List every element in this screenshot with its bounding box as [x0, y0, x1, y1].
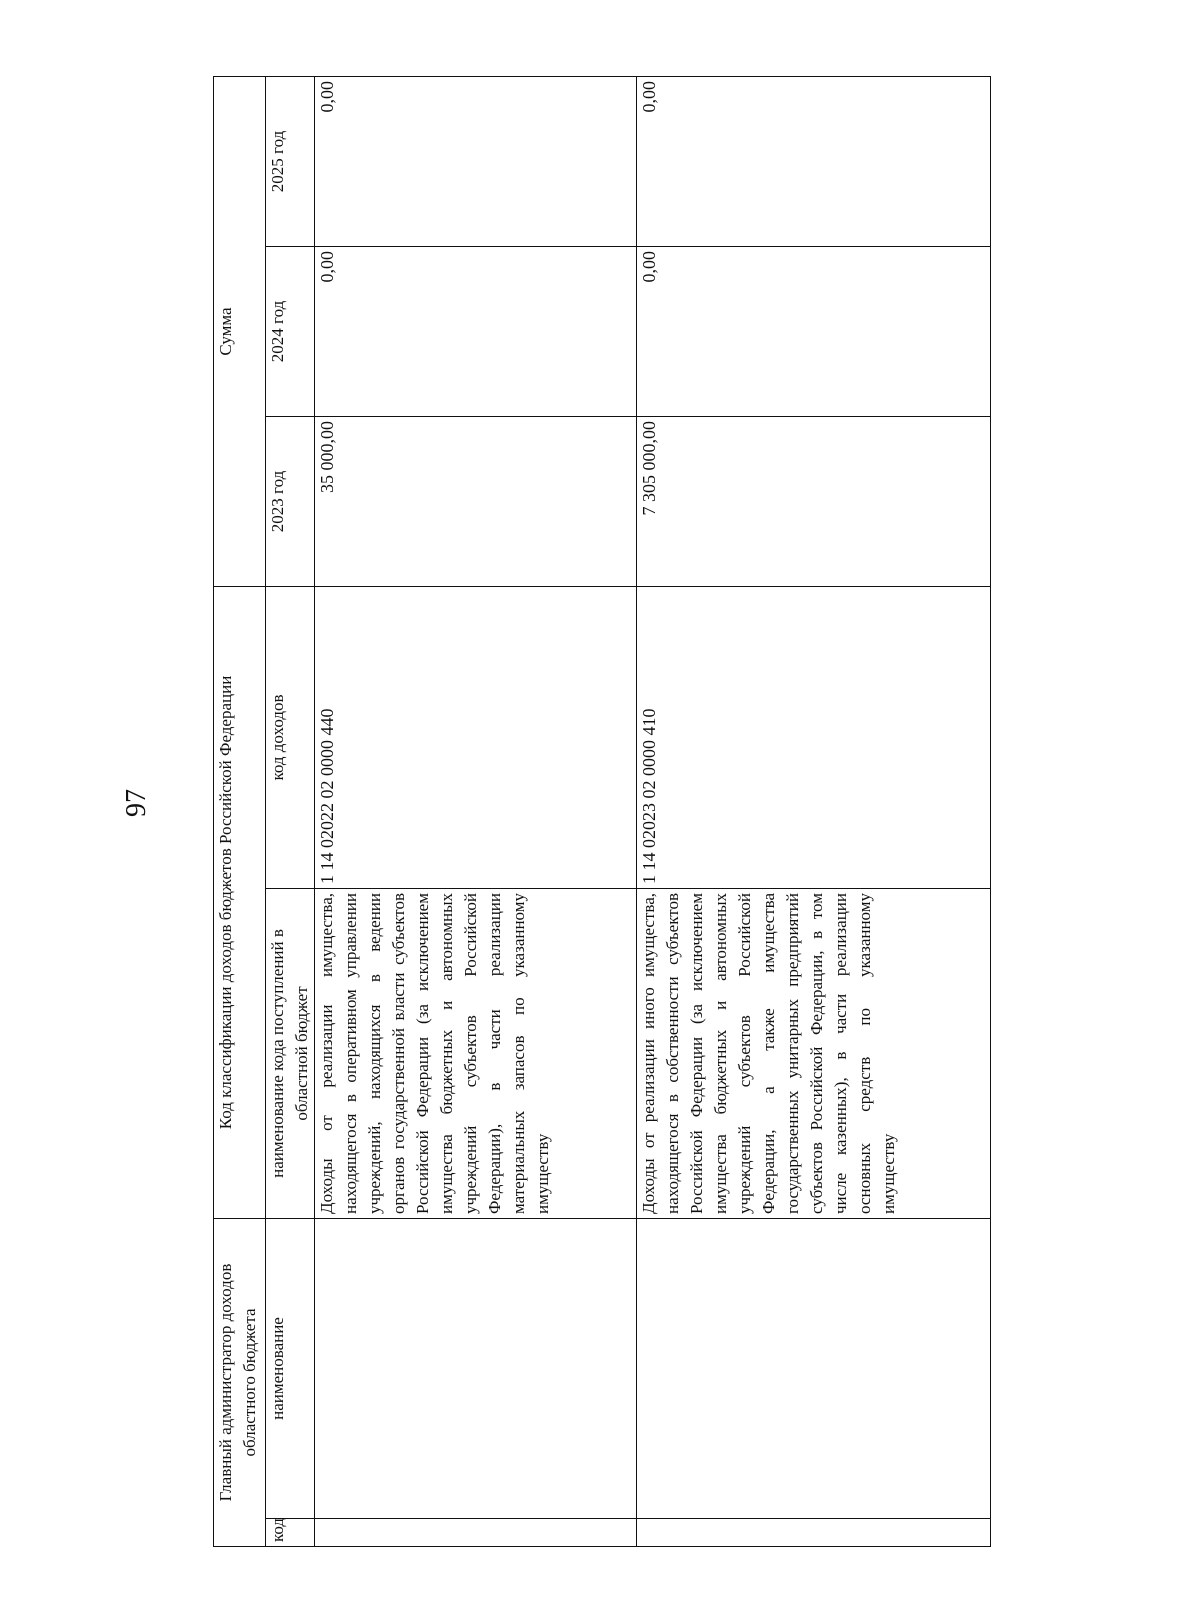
row-income-code-cell: 1 14 02023 02 0000 410: [637, 586, 991, 888]
table-row: [315, 76, 637, 1546]
row-sum-2024-cell: 0,00: [315, 246, 637, 416]
row-kod-cell: [315, 1519, 637, 1547]
classification-group-header: Код классификации доходов бюджетов Российской Федерации: [214, 586, 266, 1218]
row-income-name-cell: Доходы от реализации имущества, находящегося в оперативном управлении учреждений, находящихся в ведении органов государственной власти субъектов Российской Федерации (за исключением имущества бюджетных и автономных учреждений субъектов Российской Федерации), в части реализации материальных запасов по указанному имуществу: [315, 889, 637, 1219]
table-row: [637, 76, 991, 1546]
rotated-table-area: [213, 80, 987, 1547]
sum-group-header: Сумма: [214, 76, 266, 586]
col-2024-header: 2024 год: [266, 246, 315, 416]
header-row-1: [214, 76, 266, 1546]
page-number: 97: [121, 789, 152, 817]
col-naimenovanie-header: наименование: [266, 1219, 315, 1519]
row-sum-2024-cell: 0,00: [637, 246, 991, 416]
row-naimenovanie-cell: [637, 1219, 991, 1519]
table-wrapper: [213, 80, 987, 1547]
row-income-code-cell: 1 14 02022 02 0000 440: [315, 586, 637, 888]
row-sum-2023-cell: 35 000,00: [315, 416, 637, 586]
budget-income-table: [213, 76, 991, 1547]
row-naimenovanie-cell: [315, 1219, 637, 1519]
col-income-name-header: наименование кода поступлений в областной бюджет: [266, 889, 315, 1219]
row-kod-cell: [637, 1519, 991, 1547]
col-2025-header: 2025 год: [266, 76, 315, 246]
col-kod-header: код: [266, 1519, 315, 1547]
admin-group-header: Главный администратор доходов областного бюджета: [214, 1219, 266, 1547]
col-2023-header: 2023 год: [266, 416, 315, 586]
row-income-name-cell: Доходы от реализации иного имущества, находящегося в собственности субъектов Российской Федерации (за исключением имущества бюджетных и автономных учреждений субъектов Российской Федерации, а также имущества государственных унитарных предприятий субъектов Российской Федерации, в том числе казенных), в части реализации основных средств по указанному имуществу: [637, 889, 991, 1219]
col-income-code-header: код доходов: [266, 586, 315, 888]
row-sum-2023-cell: 7 305 000,00: [637, 416, 991, 586]
row-sum-2025-cell: 0,00: [637, 76, 991, 246]
row-sum-2025-cell: 0,00: [315, 76, 637, 246]
header-row-2: [266, 76, 315, 1546]
